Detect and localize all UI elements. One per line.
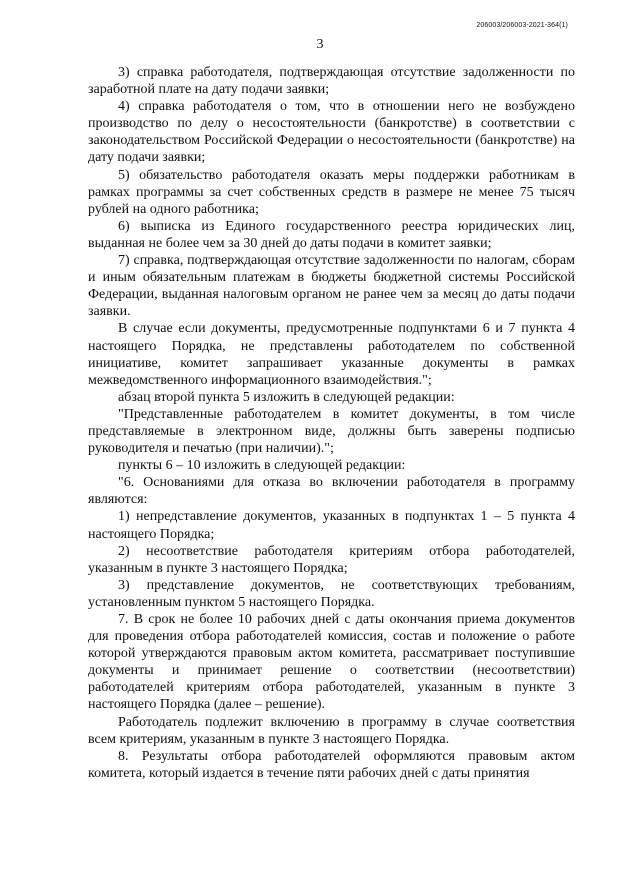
paragraph-clause-5-text: "Представленные работодателем в комитет документы, в том числе представляемые в электронном виде, должны быть заверены подписью руководителя и печатью (при наличии)."; bbox=[88, 406, 575, 457]
paragraph-clause-6-item-2: 2) несоответствие работодателя критериям отбора работодателей, указанным в пункте 3 настоящего Порядка; bbox=[88, 543, 575, 576]
paragraph-item-4: 4) справка работодателя о том, что в отношении него не возбуждено производство по делу о несостоятельности (банкротстве) в соответствии с законодательством Российской Федерации о несостоятельности (банкротстве) на дату подачи заявки; bbox=[88, 99, 575, 166]
document-id: 206003/206003-2021-364(1) bbox=[476, 22, 568, 29]
paragraph-clause-6-item-1: 1) непредставление документов, указанных в подпунктах 1 – 5 пункта 4 настоящего Порядка; bbox=[88, 509, 575, 542]
paragraph-clause-7: 7. В срок не более 10 рабочих дней с даты окончания приема документов для проведения отбора работодателей комиссия, состав и положение о работе которой утверждаются правовым актом комитета, рассматривает поступившие документы и принимает решение о соответствии (несоответствии) работодателей критериям отбора работодателей, указанным в пункте 3 настоящего Порядка (далее – решение). bbox=[88, 612, 575, 713]
paragraph-clause-6-item-3: 3) представление документов, не соответствующих требованиям, установленным пунктом 5 настоящего Порядка. bbox=[88, 577, 575, 610]
paragraph-clause-6: "6. Основаниями для отказа во включении работодателя в программу являются: bbox=[88, 475, 575, 508]
paragraph-clause-8: 8. Результаты отбора работодателей оформляются правовым актом комитета, который издается в течение пяти рабочих дней с даты принятия bbox=[88, 748, 575, 781]
page-number: 3 bbox=[316, 37, 324, 52]
paragraph-interagency-request: В случае если документы, предусмотренные подпунктами 6 и 7 пункта 4 настоящего Порядка, не представлены работодателем по собственной инициативе, комитет запрашивает указанные документы в рамках межведомственного информационного взаимодействия."; bbox=[88, 321, 575, 388]
paragraph-item-3: 3) справка работодателя, подтверждающая отсутствие задолженности по заработной плате на дату подачи заявки; bbox=[88, 65, 575, 98]
paragraph-amend-clause-5: абзац второй пункта 5 изложить в следующей редакции: bbox=[118, 389, 455, 405]
paragraph-item-6: 6) выписка из Единого государственного реестра юридических лиц, выданная не более чем за 30 дней до даты подачи в комитет заявки; bbox=[88, 218, 575, 251]
paragraph-item-7: 7) справка, подтверждающая отсутствие задолженности по налогам, сборам и иным обязательным платежам в бюджеты бюджетной системы Российской Федерации, выданная налоговым органом не ранее чем за месяц до даты подачи заявки. bbox=[88, 253, 575, 320]
document-body bbox=[88, 64, 575, 782]
paragraph-amend-clauses-6-10: пункты 6 – 10 изложить в следующей редакции: bbox=[118, 458, 406, 474]
paragraph-inclusion: Работодатель подлежит включению в программу в случае соответствия всем критериям, указанным в пункте 3 настоящего Порядка. bbox=[88, 714, 575, 747]
paragraph-item-5: 5) обязательство работодателя оказать меры поддержки работникам в рамках программы за счет собственных средств в размере не менее 75 тысяч рублей на одного работника; bbox=[88, 167, 575, 217]
